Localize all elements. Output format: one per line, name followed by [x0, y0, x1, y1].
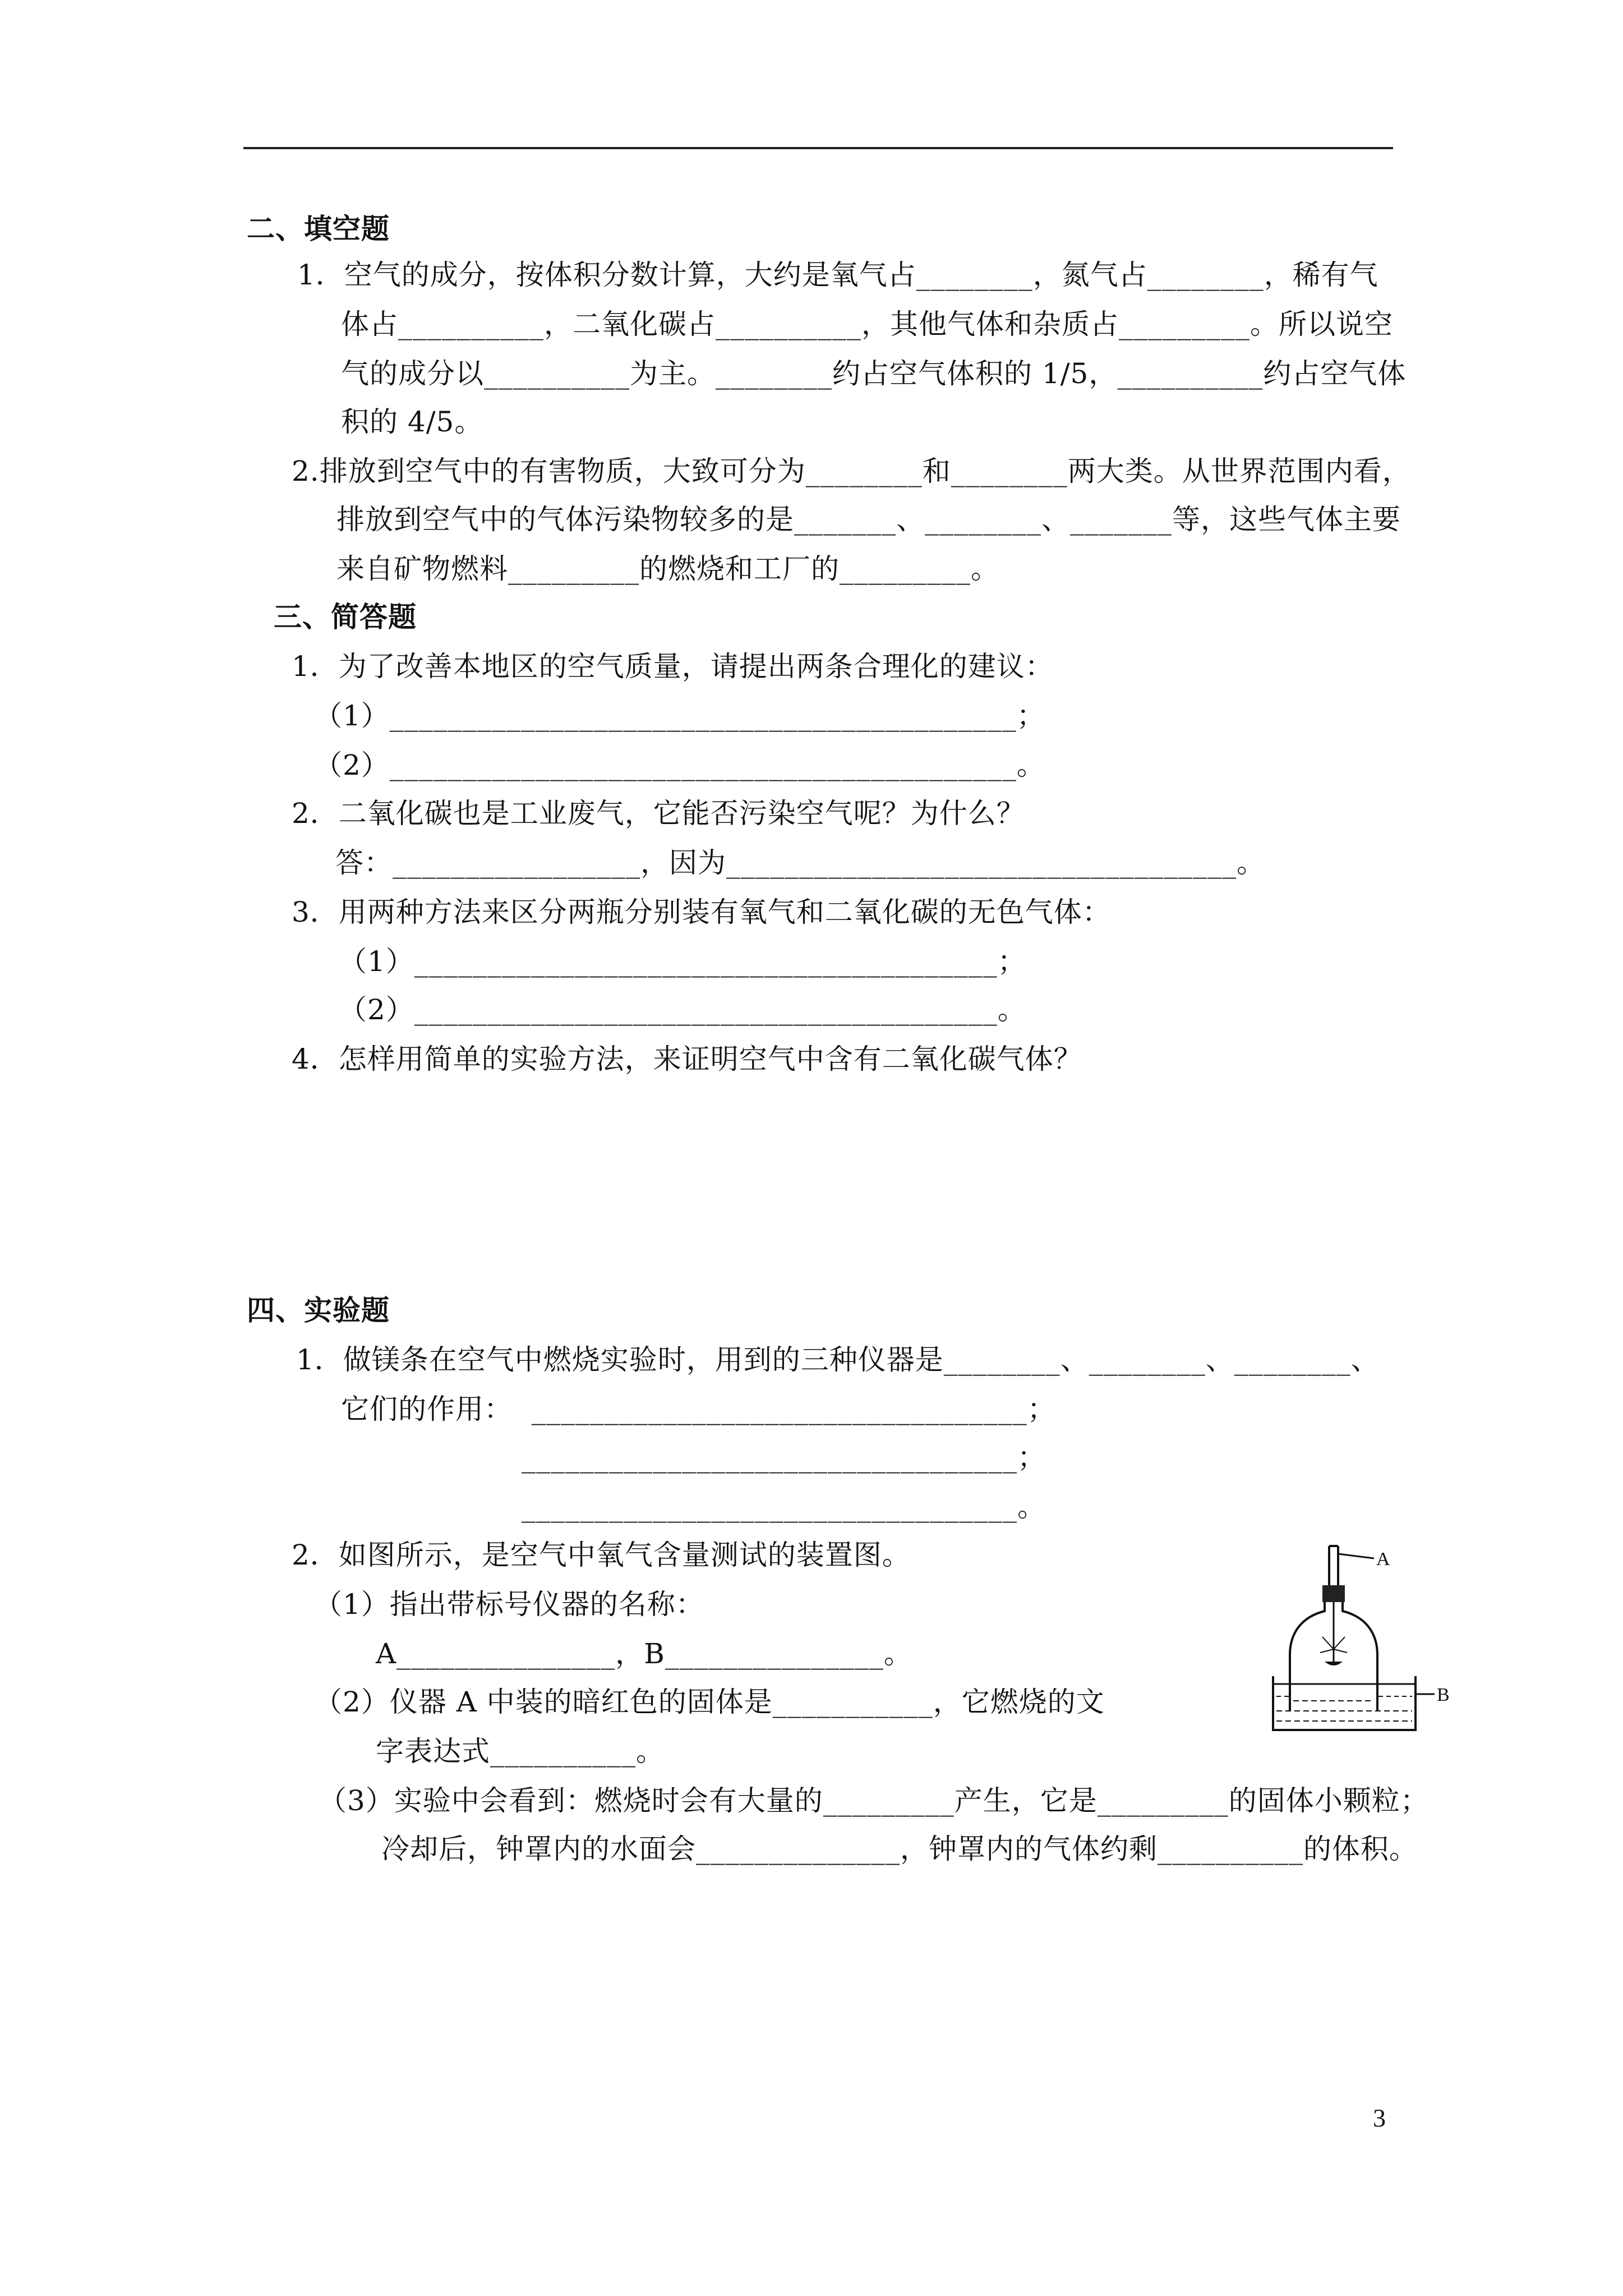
- answer-line: （1）________________________________________；: [339, 945, 1026, 978]
- answer-line: （2）___________________________________________。: [314, 749, 1045, 781]
- question-line: 3．用两种方法来区分两瓶分别装有氧气和二氧化碳的无色气体：: [292, 896, 1111, 928]
- question-line: 1．做镁条在空气中燃烧实验时，用到的三种仪器是________、________、________、: [296, 1343, 1380, 1376]
- answer-line: （1）___________________________________________；: [314, 700, 1045, 732]
- section-title-experiment: 四、实验题: [247, 1294, 390, 1327]
- answer-line: A_______________，B_______________。: [376, 1637, 912, 1670]
- question-line: （2）仪器 A 中装的暗红色的固体是___________，它燃烧的文: [314, 1686, 1105, 1718]
- page-number: 3: [1373, 2104, 1386, 2132]
- answer-line: 它们的作用： __________________________________；: [341, 1393, 1056, 1425]
- figure-label-b: B: [1437, 1685, 1450, 1705]
- question-line: 2.排放到空气中的有害物质，大致可分为________和________两大类。从世界范围内看，: [292, 455, 1411, 487]
- oxygen-measurement-apparatus-figure: [1269, 1543, 1459, 1745]
- answer-line: 字表达式__________。: [376, 1735, 665, 1768]
- question-line: 来自矿物燃料_________的燃烧和工厂的_________。: [336, 553, 999, 585]
- question-line: 积的 4/5。: [341, 406, 483, 438]
- question-line: 2．如图所示，是空气中氧气含量测试的装置图。: [292, 1539, 911, 1571]
- question-line: 体占__________，二氧化碳占__________，其他气体和杂质占_________。所以说空: [341, 308, 1393, 341]
- answer-line: 冷却后，钟罩内的水面会______________，钟罩内的气体约剩__________的体积。: [381, 1833, 1418, 1865]
- section-title-short-answer: 三、简答题: [274, 601, 417, 633]
- question-line: 排放到空气中的气体污染物较多的是_______、________、_______等，这些气体主要: [336, 503, 1401, 536]
- question-line: 2．二氧化碳也是工业废气，它能否污染空气呢？为什么？: [292, 797, 1025, 830]
- question-line: 1．为了改善本地区的空气质量，请提出两条合理化的建议：: [292, 650, 1054, 683]
- figure-label-a: A: [1376, 1549, 1390, 1570]
- header-rule: [243, 147, 1393, 149]
- question-line: 4．怎样用简单的实验方法，来证明空气中含有二氧化碳气体？: [292, 1043, 1082, 1075]
- answer-line: __________________________________。: [522, 1490, 1046, 1523]
- section-title-fill-blank: 二、填空题: [247, 213, 390, 245]
- question-line: 1．空气的成分，按体积分数计算，大约是氧气占________，氮气占________，稀有气: [297, 259, 1378, 291]
- answer-line: __________________________________；: [522, 1441, 1046, 1474]
- answer-line: （2）________________________________________。: [339, 993, 1026, 1026]
- question-line: （1）指出带标号仪器的名称：: [314, 1588, 704, 1621]
- answer-line: 答：_________________，因为___________________________________。: [335, 846, 1265, 879]
- question-line: （3）实验中会看到：燃烧时会有大量的_________产生，它是_________的固体小颗粒；: [319, 1784, 1429, 1817]
- question-line: 气的成分以__________为主。________约占空气体积的 1/5，__________约占空气体: [341, 357, 1407, 390]
